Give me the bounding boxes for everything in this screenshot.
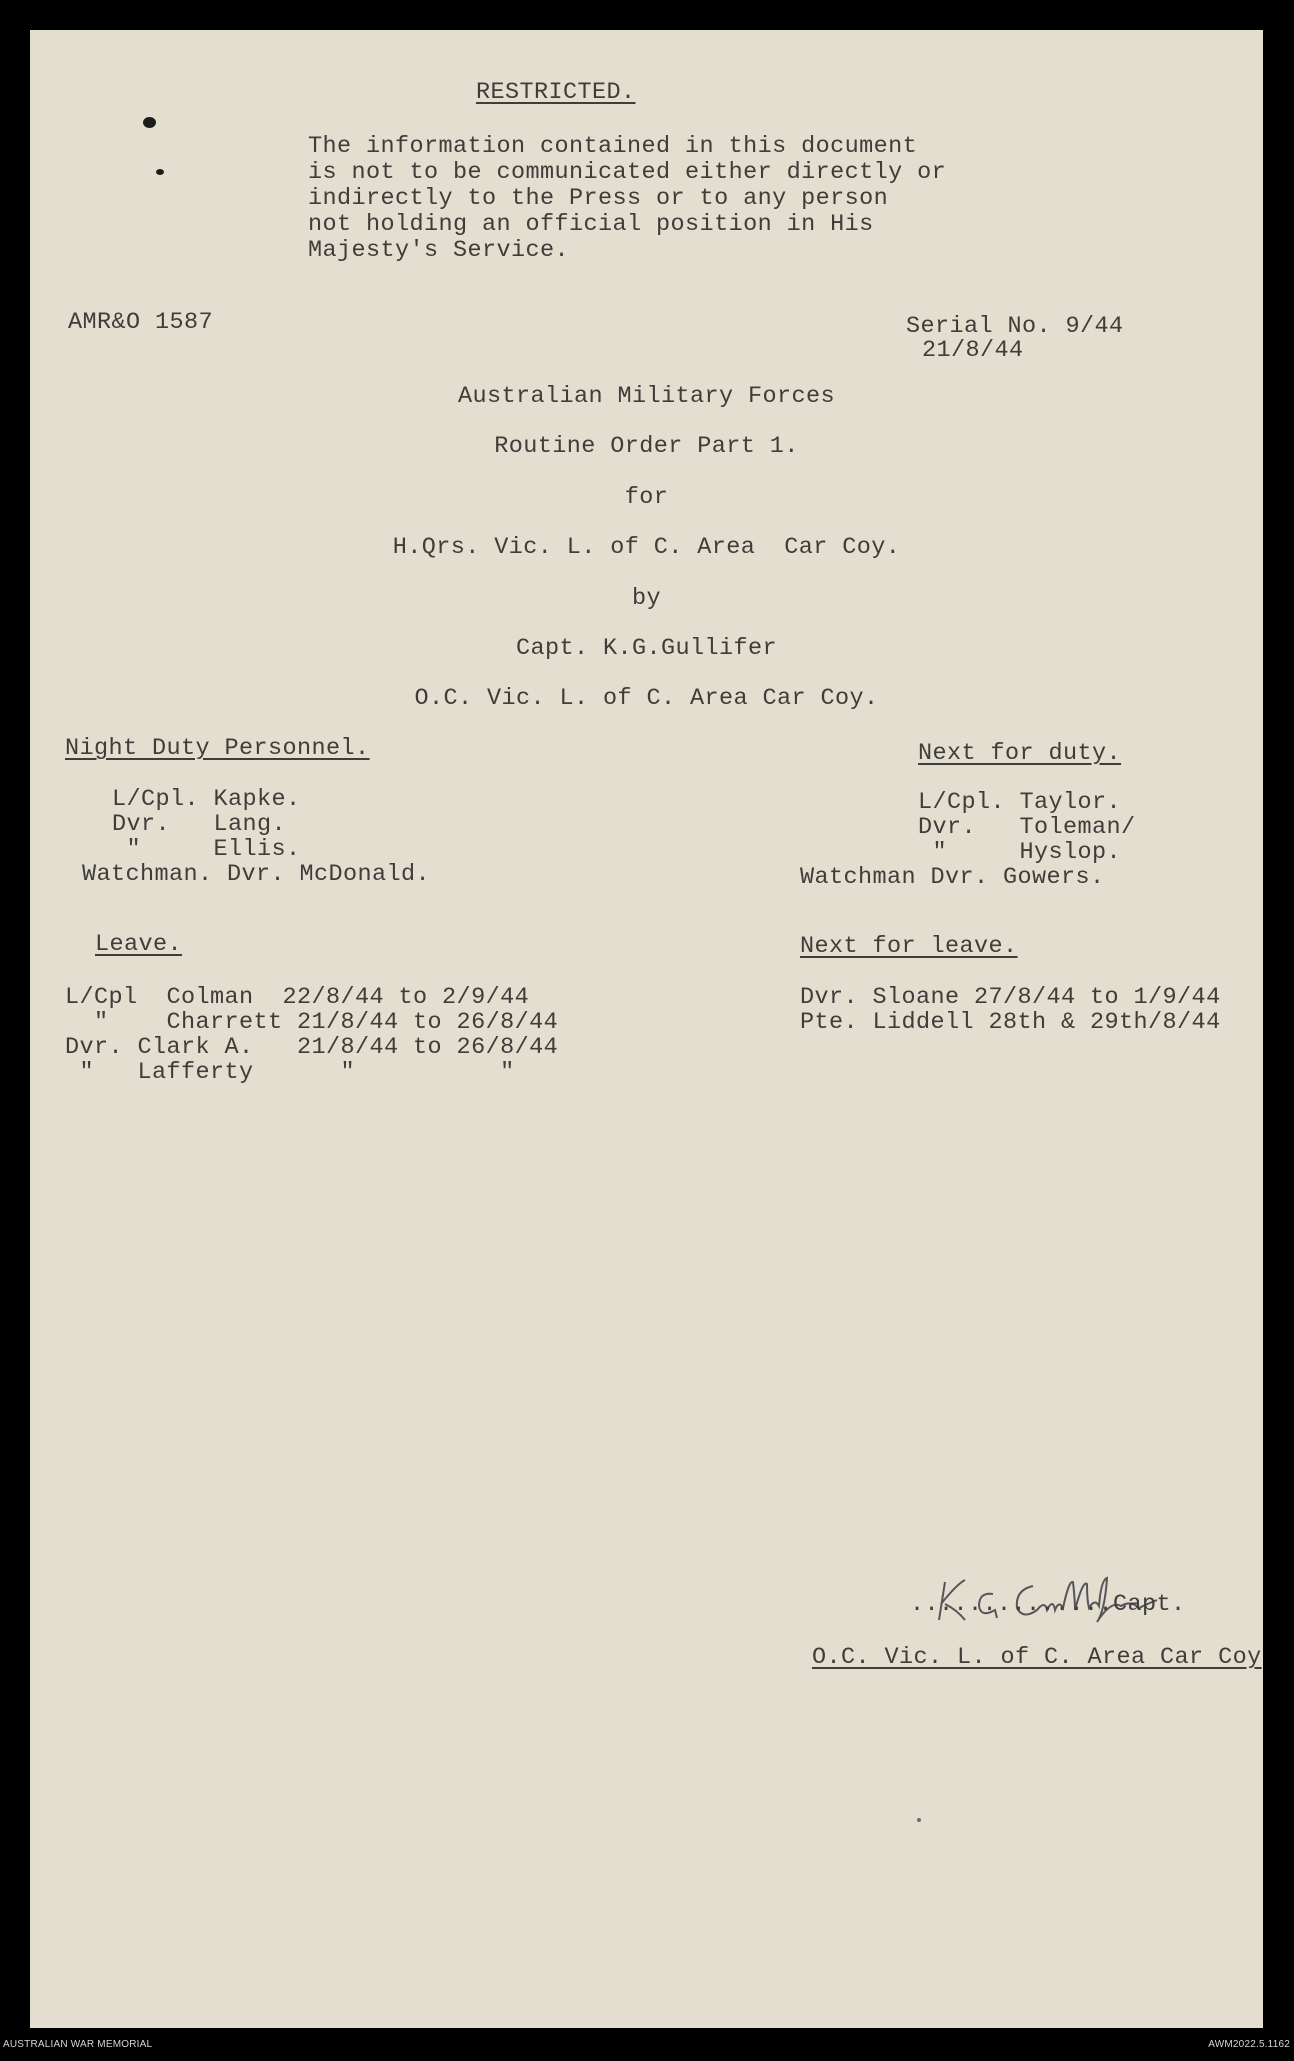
notice-line: The information contained in this document <box>308 133 918 160</box>
night-duty-entry: " Ellis. <box>112 836 301 863</box>
next-for-duty-entry: Watchman Dvr. Gowers. <box>800 864 1105 891</box>
notice-line: is not to be communicated either directly or <box>308 159 947 186</box>
next-for-duty-entry: L/Cpl. Taylor. <box>918 789 1122 816</box>
title-line: O.C. Vic. L. of C. Area Car Coy. <box>414 685 879 712</box>
restricted-heading: RESTRICTED. <box>476 79 636 106</box>
title-line: Capt. K.G.Gullifer <box>515 635 778 662</box>
punch-hole-mark <box>143 117 156 128</box>
paper-speck <box>917 1818 921 1822</box>
next-for-leave-heading: Next for leave. <box>800 933 1018 960</box>
next-for-duty-heading: Next for duty. <box>918 740 1122 767</box>
night-duty-entry: Dvr. Lang. <box>112 811 287 838</box>
leave-entry: " Charrett 21/8/44 to 26/8/44 <box>65 1009 559 1036</box>
leave-heading: Leave. <box>95 931 183 958</box>
title-line: Routine Order Part 1. <box>494 433 799 460</box>
signature-appointment: O.C. Vic. L. of C. Area Car Coy <box>812 1644 1262 1671</box>
night-duty-entry: L/Cpl. Kapke. <box>112 786 301 813</box>
title-line: H.Qrs. Vic. L. of C. Area Car Coy. <box>392 534 901 561</box>
next-for-leave-entry: Dvr. Sloane 27/8/44 to 1/9/44 <box>800 984 1221 1011</box>
signature-dots-rank: ..............Capt. <box>910 1591 1186 1618</box>
reference-number: AMR&O 1587 <box>68 309 214 336</box>
notice-line: Majesty's Service. <box>308 237 570 264</box>
footer-accession: AWM2022.5.1162 <box>1208 2039 1290 2050</box>
next-for-leave-entry: Pte. Liddell 28th & 29th/8/44 <box>800 1009 1221 1036</box>
footer-source: AUSTRALIAN WAR MEMORIAL <box>3 2039 153 2050</box>
title-line: by <box>631 585 661 612</box>
order-date: 21/8/44 <box>922 337 1024 364</box>
leave-entry: L/Cpl Colman 22/8/44 to 2/9/44 <box>65 984 530 1011</box>
leave-entry: Dvr. Clark A. 21/8/44 to 26/8/44 <box>65 1034 559 1061</box>
document-page <box>30 30 1263 2028</box>
title-line: Australian Military Forces <box>457 383 836 410</box>
next-for-duty-entry: " Hyslop. <box>918 839 1122 866</box>
leave-entry: " Lafferty " " <box>65 1059 515 1086</box>
night-duty-heading: Night Duty Personnel. <box>65 735 370 762</box>
serial-number: Serial No. 9/44 <box>906 313 1124 340</box>
title-line: for <box>624 484 669 511</box>
notice-line: indirectly to the Press or to any person <box>308 185 889 212</box>
next-for-duty-entry: Dvr. Toleman/ <box>918 814 1136 841</box>
punch-hole-mark <box>156 169 164 175</box>
notice-line: not holding an official position in His <box>308 211 874 238</box>
night-duty-entry: Watchman. Dvr. McDonald. <box>82 861 431 888</box>
